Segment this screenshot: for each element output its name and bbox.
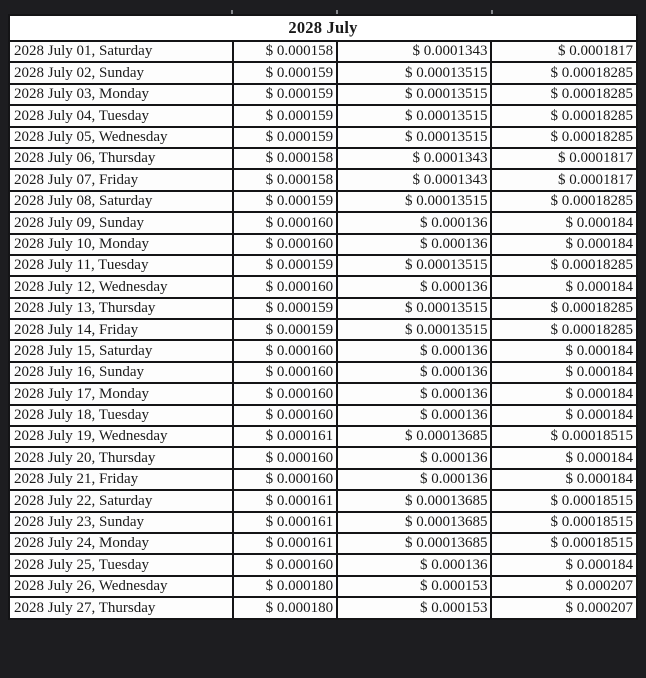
date-cell: 2028 July 02, Sunday (9, 62, 233, 83)
table-row (9, 362, 637, 383)
price-cell-2: $ 0.00013515 (337, 319, 491, 340)
date-cell: 2028 July 01, Saturday (9, 41, 233, 62)
date-cell: 2028 July 07, Friday (9, 169, 233, 190)
price-cell-2: $ 0.00013515 (337, 255, 491, 276)
date-cell: 2028 July 13, Thursday (9, 298, 233, 319)
date-cell: 2028 July 15, Saturday (9, 340, 233, 361)
date-cell: 2028 July 17, Monday (9, 383, 233, 404)
price-cell-1: $ 0.000160 (233, 554, 337, 575)
table-row (9, 554, 637, 575)
price-cell-1: $ 0.000161 (233, 490, 337, 511)
table-row (9, 340, 637, 361)
date-cell: 2028 July 26, Wednesday (9, 576, 233, 597)
price-cell-3: $ 0.0001817 (491, 169, 637, 190)
price-cell-2: $ 0.00013515 (337, 127, 491, 148)
table-row (9, 169, 637, 190)
price-cell-1: $ 0.000160 (233, 405, 337, 426)
price-cell-3: $ 0.00018515 (491, 426, 637, 447)
table-row (9, 597, 637, 618)
price-cell-1: $ 0.000159 (233, 62, 337, 83)
table-row (9, 298, 637, 319)
table-title-row (9, 15, 637, 41)
price-cell-3: $ 0.00018285 (491, 84, 637, 105)
price-cell-3: $ 0.000184 (491, 447, 637, 468)
price-cell-3: $ 0.00018285 (491, 255, 637, 276)
price-cell-3: $ 0.000207 (491, 597, 637, 618)
date-cell: 2028 July 19, Wednesday (9, 426, 233, 447)
table-row (9, 234, 637, 255)
price-cell-2: $ 0.000136 (337, 554, 491, 575)
price-cell-3: $ 0.00018285 (491, 127, 637, 148)
price-cell-2: $ 0.000136 (337, 469, 491, 490)
price-cell-3: $ 0.000184 (491, 405, 637, 426)
date-cell: 2028 July 20, Thursday (9, 447, 233, 468)
price-cell-1: $ 0.000159 (233, 319, 337, 340)
price-cell-1: $ 0.000159 (233, 105, 337, 126)
table-row (9, 447, 637, 468)
price-cell-2: $ 0.00013515 (337, 105, 491, 126)
price-cell-2: $ 0.000136 (337, 383, 491, 404)
price-cell-1: $ 0.000160 (233, 340, 337, 361)
price-cell-3: $ 0.00018285 (491, 105, 637, 126)
price-cell-2: $ 0.000153 (337, 597, 491, 618)
price-cell-1: $ 0.000159 (233, 191, 337, 212)
price-cell-2: $ 0.00013515 (337, 298, 491, 319)
table-row (9, 148, 637, 169)
price-cell-2: $ 0.000136 (337, 276, 491, 297)
date-cell: 2028 July 27, Thursday (9, 597, 233, 618)
table-row (9, 212, 637, 233)
price-cell-1: $ 0.000161 (233, 426, 337, 447)
price-cell-2: $ 0.00013515 (337, 62, 491, 83)
price-cell-2: $ 0.000136 (337, 340, 491, 361)
table-row (9, 84, 637, 105)
price-cell-2: $ 0.0001343 (337, 148, 491, 169)
price-cell-2: $ 0.00013685 (337, 490, 491, 511)
price-cell-1: $ 0.000160 (233, 212, 337, 233)
table-row (9, 191, 637, 212)
price-cell-1: $ 0.000160 (233, 383, 337, 404)
price-cell-2: $ 0.00013515 (337, 84, 491, 105)
price-cell-2: $ 0.0001343 (337, 169, 491, 190)
price-cell-3: $ 0.000184 (491, 554, 637, 575)
price-cell-2: $ 0.000136 (337, 234, 491, 255)
table-row (9, 276, 637, 297)
price-cell-1: $ 0.000158 (233, 41, 337, 62)
date-cell: 2028 July 12, Wednesday (9, 276, 233, 297)
price-cell-3: $ 0.00018285 (491, 191, 637, 212)
price-cell-2: $ 0.00013685 (337, 512, 491, 533)
price-cell-1: $ 0.000180 (233, 597, 337, 618)
price-cell-3: $ 0.000184 (491, 469, 637, 490)
date-cell: 2028 July 23, Sunday (9, 512, 233, 533)
price-cell-3: $ 0.00018285 (491, 319, 637, 340)
table-row (9, 383, 637, 404)
table-row (9, 127, 637, 148)
table-row (9, 405, 637, 426)
date-cell: 2028 July 25, Tuesday (9, 554, 233, 575)
date-cell: 2028 July 10, Monday (9, 234, 233, 255)
table-row (9, 426, 637, 447)
price-cell-2: $ 0.000136 (337, 362, 491, 383)
price-cell-3: $ 0.00018515 (491, 512, 637, 533)
table-row (9, 490, 637, 511)
table-row (9, 319, 637, 340)
price-prediction-table (8, 14, 638, 620)
date-cell: 2028 July 03, Monday (9, 84, 233, 105)
date-cell: 2028 July 14, Friday (9, 319, 233, 340)
price-cell-3: $ 0.00018285 (491, 62, 637, 83)
date-cell: 2028 July 11, Tuesday (9, 255, 233, 276)
table-body (9, 41, 637, 619)
date-cell: 2028 July 24, Monday (9, 533, 233, 554)
date-cell: 2028 July 05, Wednesday (9, 127, 233, 148)
price-cell-1: $ 0.000160 (233, 276, 337, 297)
table-title: 2028 July (9, 15, 637, 41)
price-cell-3: $ 0.000184 (491, 362, 637, 383)
date-cell: 2028 July 04, Tuesday (9, 105, 233, 126)
price-cell-1: $ 0.000161 (233, 533, 337, 554)
date-cell: 2028 July 18, Tuesday (9, 405, 233, 426)
price-cell-3: $ 0.000184 (491, 276, 637, 297)
price-cell-1: $ 0.000160 (233, 447, 337, 468)
price-cell-1: $ 0.000159 (233, 127, 337, 148)
price-cell-1: $ 0.000161 (233, 512, 337, 533)
price-cell-2: $ 0.000136 (337, 212, 491, 233)
price-cell-1: $ 0.000160 (233, 234, 337, 255)
date-cell: 2028 July 21, Friday (9, 469, 233, 490)
price-cell-2: $ 0.00013685 (337, 426, 491, 447)
price-cell-1: $ 0.000160 (233, 469, 337, 490)
table-row (9, 62, 637, 83)
price-cell-1: $ 0.000159 (233, 84, 337, 105)
price-cell-1: $ 0.000159 (233, 255, 337, 276)
table-row (9, 512, 637, 533)
price-cell-3: $ 0.000184 (491, 212, 637, 233)
date-cell: 2028 July 08, Saturday (9, 191, 233, 212)
table-row (9, 533, 637, 554)
price-cell-3: $ 0.00018515 (491, 533, 637, 554)
price-cell-2: $ 0.0001343 (337, 41, 491, 62)
price-cell-3: $ 0.000184 (491, 234, 637, 255)
price-cell-1: $ 0.000160 (233, 362, 337, 383)
date-cell: 2028 July 22, Saturday (9, 490, 233, 511)
price-cell-2: $ 0.000153 (337, 576, 491, 597)
price-cell-2: $ 0.000136 (337, 447, 491, 468)
date-cell: 2028 July 09, Sunday (9, 212, 233, 233)
price-cell-3: $ 0.000184 (491, 340, 637, 361)
price-cell-2: $ 0.00013515 (337, 191, 491, 212)
price-cell-3: $ 0.00018285 (491, 298, 637, 319)
price-cell-1: $ 0.000180 (233, 576, 337, 597)
table-row (9, 105, 637, 126)
table-row (9, 469, 637, 490)
price-cell-1: $ 0.000158 (233, 169, 337, 190)
price-cell-3: $ 0.000207 (491, 576, 637, 597)
table-row (9, 576, 637, 597)
date-cell: 2028 July 06, Thursday (9, 148, 233, 169)
price-cell-3: $ 0.0001817 (491, 41, 637, 62)
price-cell-2: $ 0.00013685 (337, 533, 491, 554)
price-cell-3: $ 0.00018515 (491, 490, 637, 511)
table-row (9, 255, 637, 276)
price-cell-3: $ 0.000184 (491, 383, 637, 404)
table-row (9, 41, 637, 62)
price-cell-1: $ 0.000159 (233, 298, 337, 319)
price-cell-3: $ 0.0001817 (491, 148, 637, 169)
price-cell-2: $ 0.000136 (337, 405, 491, 426)
price-cell-1: $ 0.000158 (233, 148, 337, 169)
date-cell: 2028 July 16, Sunday (9, 362, 233, 383)
